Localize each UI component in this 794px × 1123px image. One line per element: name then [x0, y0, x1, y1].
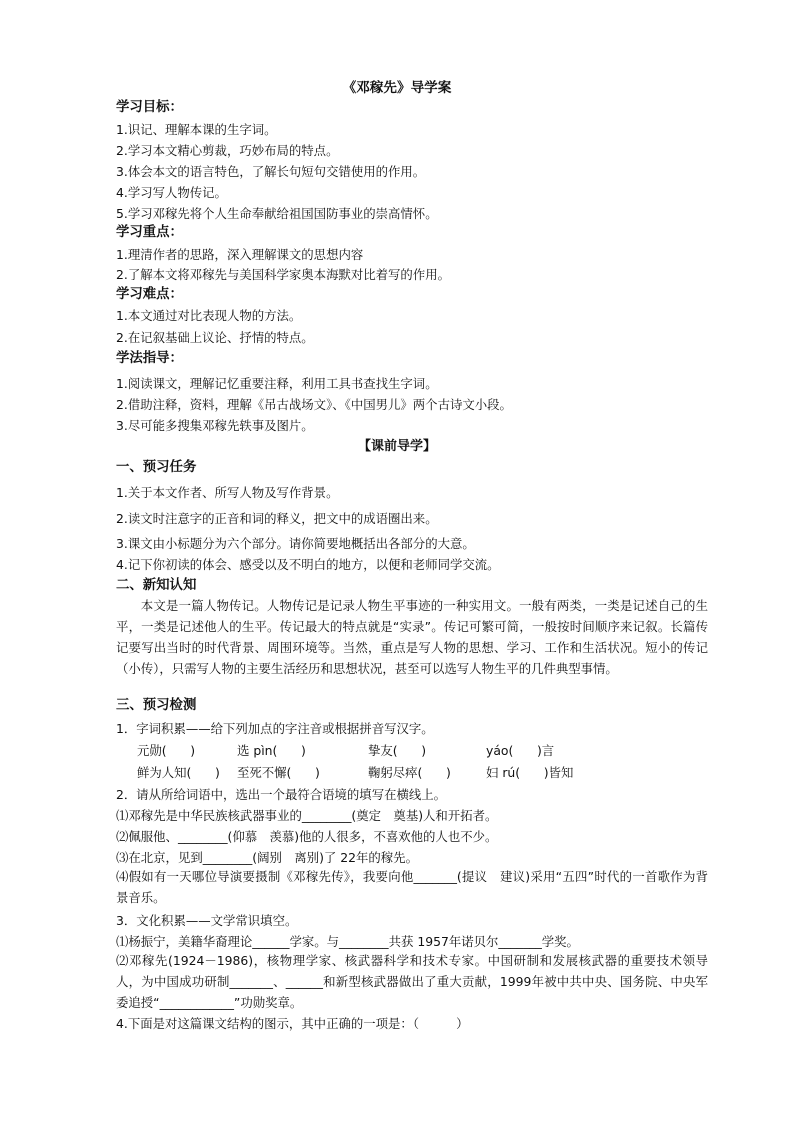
preview-task-item: 4.记下你初读的体会、感受以及不明白的地方，以便和老师同学交流。 — [116, 557, 500, 572]
method-item: 1.阅读课文，理解记忆重要注释，利用工具书查找生字词。 — [116, 376, 438, 391]
preview-task-item: 1.关于本文作者、所写人物及写作背景。 — [116, 485, 339, 500]
vocab-item: 鲜为人知( ) — [137, 765, 220, 780]
new-knowledge-heading: 二、新知认知 — [116, 578, 197, 593]
method-item: 3.尽可能多搜集邓稼先轶事及图片。 — [116, 418, 314, 433]
method-item: 2.借助注释，资料，理解《吊古战场文》、《中国男儿》两个古诗文小段。 — [116, 397, 512, 412]
vocab-item: 鞠躬尽瘁( ) — [368, 765, 451, 780]
vocab-item: 挚友( ) — [368, 743, 427, 758]
vocab-item: 妇 rú( )皆知 — [486, 765, 574, 780]
objective-item: 2.学习本文精心剪裁，巧妙布局的特点。 — [116, 143, 339, 158]
q3-stem: 3．文化积累——文学常识填空。 — [116, 913, 298, 928]
vocab-item: 元勋( ) — [137, 743, 196, 758]
vocab-item: 至死不懈( ) — [237, 765, 320, 780]
objective-item: 4.学习写人物传记。 — [116, 185, 227, 200]
q2-item: ⑶在北京，见到________(阔别 离别)了 22年的稼先。 — [116, 850, 418, 865]
objective-item: 1.识记、理解本课的生字词。 — [116, 122, 277, 137]
q2-item: ⑴邓稼先是中华民族核武器事业的________(奠定 奠基)人和开拓者。 — [116, 808, 498, 823]
key-points-heading: 学习重点： — [116, 225, 183, 240]
q2-stem: 2．请从所给词语中，选出一个最符合语境的填写在横线上。 — [116, 787, 447, 802]
key-point-item: 2.了解本文将邓稼先与美国科学家奥本海默对比着写的作用。 — [116, 267, 450, 282]
q4-stem: 4.下面是对这篇课文结构的图示，其中正确的一项是：（ ） — [116, 1016, 469, 1031]
pre-class-section-title: 【课前导学】 — [357, 439, 436, 454]
preview-tasks-heading: 一、预习任务 — [116, 460, 197, 475]
vocab-item: 选 pìn( ) — [237, 743, 306, 758]
q3-item: ⑵邓稼先(1924－1986)，核物理学家、核武器科学和技术专家。中国研制和发展核武器的重要技术领导人，为中国成功研制_______、______和新型核武器做出了重大贡献，1999年被中共中央、国务院、中央军委追授“____________”功勋奖章。 — [116, 953, 708, 1010]
new-knowledge-paragraph: 本文是一篇人物传记。人物传记是记录人物生平事迹的一种实用文。一般有两类，一类是记述自己的生平，一类是记述他人的生平。传记最大的特点就是“实录”。传记可繁可简，一般按时间顺序来记叙。长篇传记要写出当时的时代背景、周围环境等。当然，重点是写人物的思想、学习、工作和生活状况。短小的传记（小传），只需写人物的主要生活经历和思想状况，甚至可以选写人物生平的几件典型事情。 — [116, 598, 708, 676]
preview-task-item: 2.读文时注意字的正音和词的释义，把文中的成语圈出来。 — [116, 511, 438, 526]
q2-item: ⑵佩服他、________(仰慕 羡慕)他的人很多，不喜欢他的人也不少。 — [116, 829, 498, 844]
q1-stem: 1．字词积累——给下列加点的字注音或根据拼音写汉字。 — [116, 721, 434, 736]
q2-item: ⑷假如有一天哪位导演要摄制《邓稼先传》，我要向他_______(提议 建议)采用“五四”时代的一首歌作为背景音乐。 — [116, 869, 708, 905]
vocab-item: yáo( )言 — [486, 743, 555, 758]
objective-item: 3.体会本文的语言特色，了解长句短句交错使用的作用。 — [116, 164, 426, 179]
objectives-heading: 学习目标： — [116, 100, 183, 115]
key-point-item: 1.理清作者的思路，深入理解课文的思想内容 — [116, 247, 364, 262]
q3-item: ⑴杨振宁，美籍华裔理论______学家。与________共获 1957年诺贝尔_______学奖。 — [116, 934, 579, 949]
difficulties-heading: 学习难点： — [116, 287, 183, 302]
page-title: 《邓稼先》导学案 — [342, 80, 452, 96]
difficulty-item: 2.在记叙基础上议论、抒情的特点。 — [116, 330, 314, 345]
preview-check-heading: 三、预习检测 — [116, 698, 197, 713]
objective-item: 5.学习邓稼先将个人生命奉献给祖国国防事业的崇高情怀。 — [116, 206, 438, 221]
method-heading: 学法指导： — [116, 351, 183, 366]
preview-task-item: 3.课文由小标题分为六个部分。请你简要地概括出各部分的大意。 — [116, 536, 475, 551]
difficulty-item: 1.本文通过对比表现人物的方法。 — [116, 308, 302, 323]
